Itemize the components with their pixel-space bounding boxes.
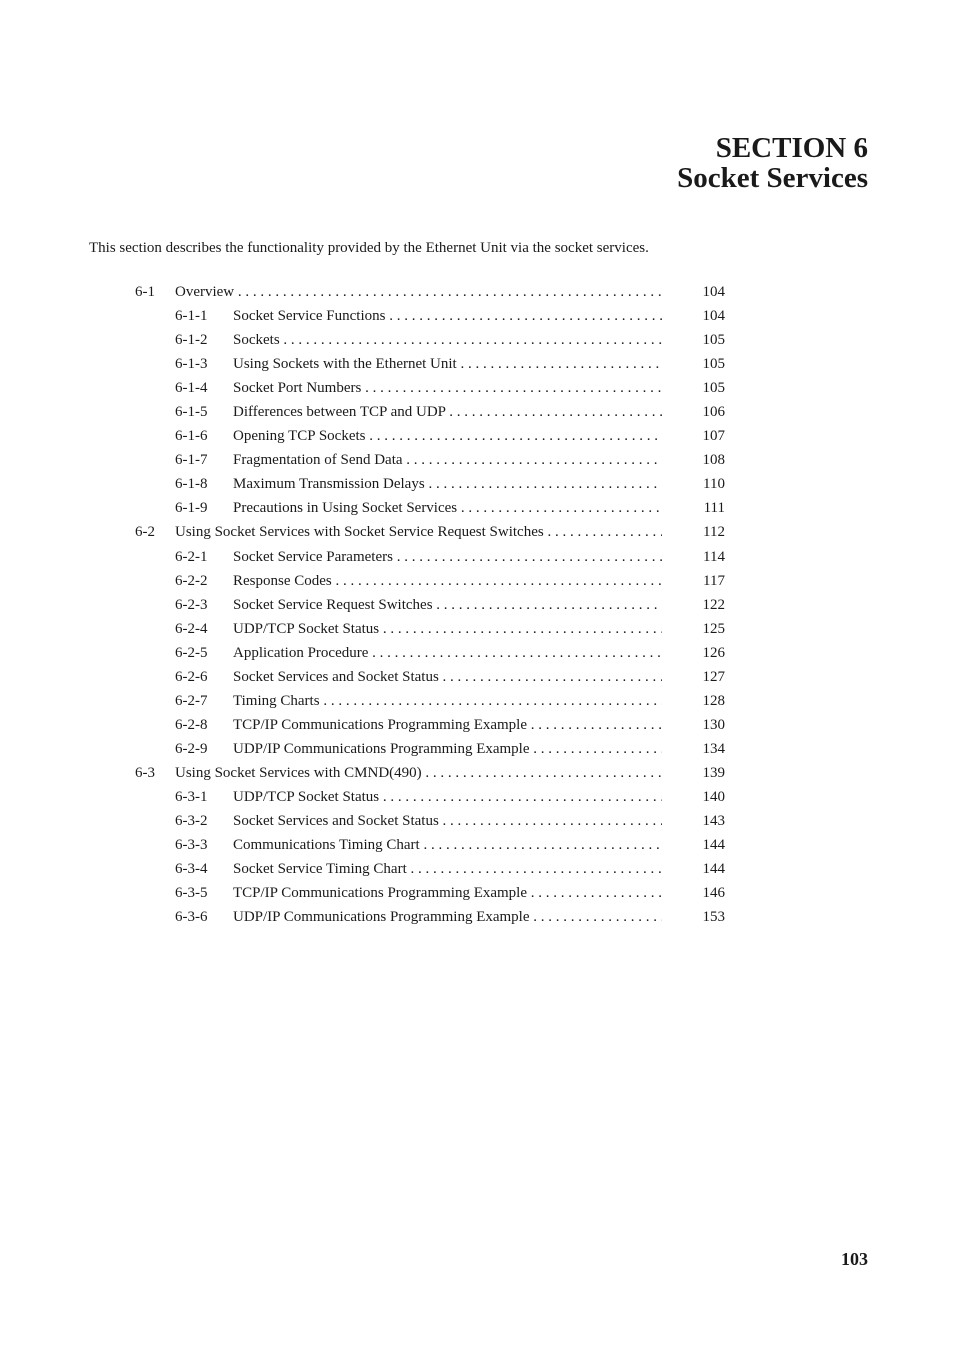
toc-entry-number: 6-1-6	[175, 428, 208, 445]
toc-entry-title: UDP/TCP Socket Status . . .	[233, 787, 662, 807]
toc-entry-title: UDP/TCP Socket Status . . .	[233, 619, 662, 639]
toc-entry-number: 6-2-6	[175, 668, 208, 685]
toc-entry-title: Using Sockets with the Ethernet Unit . . .	[233, 354, 662, 374]
toc-entry-page: 134	[702, 740, 725, 757]
toc-entry-number: 6-2-8	[175, 716, 208, 733]
table-of-contents	[135, 282, 725, 931]
toc-entry-title: Application Procedure . . .	[233, 643, 662, 663]
toc-entry-title: Socket Port Numbers . . .	[233, 378, 662, 398]
toc-entry[interactable]	[135, 715, 725, 739]
toc-entry[interactable]	[135, 402, 725, 426]
toc-entry[interactable]	[135, 426, 725, 450]
toc-entry-number: 6-1-8	[175, 476, 208, 493]
toc-entry[interactable]	[135, 354, 725, 378]
toc-entry-title: Differences between TCP and UDP . . .	[233, 402, 662, 422]
toc-entry[interactable]	[135, 595, 725, 619]
toc-entry-number: 6-1-4	[175, 380, 208, 397]
toc-entry[interactable]	[135, 522, 725, 546]
toc-entry-page: 139	[702, 764, 725, 781]
toc-entry[interactable]	[135, 691, 725, 715]
toc-entry-page: 117	[703, 572, 725, 589]
toc-entry-number: 6-2-2	[175, 572, 208, 589]
toc-entry-title: Socket Service Parameters . . .	[233, 547, 662, 567]
toc-entry-page: 105	[702, 332, 725, 349]
toc-entry-title: UDP/IP Communications Programming Example . . .	[233, 907, 662, 927]
toc-entry[interactable]	[135, 763, 725, 787]
section-number: SECTION 6	[715, 132, 868, 164]
toc-entry-number: 6-1-5	[175, 404, 208, 421]
toc-entry-title: Response Codes . . .	[233, 571, 662, 591]
toc-entry-page: 104	[702, 284, 725, 300]
toc-entry-title: Sockets . . .	[233, 330, 662, 350]
toc-entry-number: 6-1-9	[175, 500, 208, 517]
toc-entry-page: 122	[702, 596, 725, 613]
toc-entry-number: 6-3-2	[175, 813, 208, 830]
toc-entry-page: 114	[703, 548, 725, 565]
toc-entry-number: 6-3-1	[175, 788, 208, 805]
toc-entry[interactable]	[135, 787, 725, 811]
toc-entry-page: 140	[702, 788, 725, 805]
section-heading	[677, 133, 868, 193]
toc-entry[interactable]	[135, 498, 725, 522]
toc-entry-title: Maximum Transmission Delays . . .	[233, 474, 662, 494]
toc-entry-number: 6-2-4	[175, 620, 208, 637]
toc-entry-page: 143	[702, 813, 725, 830]
toc-entry-number: 6-2-5	[175, 644, 208, 661]
toc-entry-number: 6-2-3	[175, 596, 208, 613]
toc-entry-page: 128	[702, 692, 725, 709]
toc-entry-number: 6-3-3	[175, 837, 208, 854]
toc-entry-page: 125	[702, 620, 725, 637]
toc-entry-number: 6-2	[135, 524, 155, 541]
toc-entry[interactable]	[135, 835, 725, 859]
toc-entry[interactable]	[135, 306, 725, 330]
toc-entry-title: Communications Timing Chart . . .	[233, 835, 662, 855]
toc-entry-number: 6-3-5	[175, 885, 208, 902]
toc-entry[interactable]	[135, 378, 725, 402]
toc-entry-title: Using Socket Services with Socket Service Request Switches . . .	[175, 522, 662, 542]
toc-entry[interactable]	[135, 667, 725, 691]
toc-entry-title: Socket Services and Socket Status . . .	[233, 811, 662, 831]
toc-entry-number: 6-2-9	[175, 740, 208, 757]
toc-entry-page: 108	[702, 452, 725, 469]
toc-entry-title: Socket Service Functions . . .	[233, 306, 662, 326]
toc-entry-number: 6-1	[135, 284, 155, 300]
toc-entry-page: 110	[703, 476, 725, 493]
toc-entry-number: 6-3	[135, 764, 155, 781]
toc-entry-title: Fragmentation of Send Data . . .	[233, 450, 662, 470]
toc-entry-title: Timing Charts . . .	[233, 691, 662, 711]
toc-entry[interactable]	[135, 571, 725, 595]
toc-entry-number: 6-1-2	[175, 332, 208, 349]
toc-entry-page: 104	[702, 308, 725, 325]
toc-entry-page: 107	[702, 428, 725, 445]
toc-entry[interactable]	[135, 739, 725, 763]
toc-entry-title: Overview . . .	[175, 282, 662, 302]
toc-entry-number: 6-2-1	[175, 548, 208, 565]
toc-entry[interactable]	[135, 474, 725, 498]
toc-entry[interactable]	[135, 282, 725, 306]
toc-entry[interactable]	[135, 907, 725, 931]
toc-entry-number: 6-1-3	[175, 356, 208, 373]
toc-entry-page: 105	[702, 380, 725, 397]
toc-entry-title: Opening TCP Sockets . . .	[233, 426, 662, 446]
section-intro: This section describes the functionality provided by the Ethernet Unit via the socket services.	[89, 240, 649, 256]
toc-entry-title: TCP/IP Communications Programming Example . . .	[233, 715, 662, 735]
toc-entry-page: 105	[702, 356, 725, 373]
toc-entry-title: Socket Service Request Switches . . .	[233, 595, 662, 615]
section-title: Socket Services	[677, 162, 868, 194]
toc-entry-page: 144	[702, 861, 725, 878]
toc-entry-page: 146	[702, 885, 725, 902]
toc-entry-number: 6-2-7	[175, 692, 208, 709]
toc-entry-page: 130	[702, 716, 725, 733]
toc-entry[interactable]	[135, 547, 725, 571]
toc-entry-number: 6-1-1	[175, 308, 208, 325]
toc-entry[interactable]	[135, 811, 725, 835]
toc-entry-page: 127	[702, 668, 725, 685]
toc-entry-page: 144	[702, 837, 725, 854]
toc-entry-page: 106	[702, 404, 725, 421]
toc-entry[interactable]	[135, 883, 725, 907]
toc-entry-title: TCP/IP Communications Programming Example . . .	[233, 883, 662, 903]
toc-entry[interactable]	[135, 330, 725, 354]
toc-entry[interactable]	[135, 643, 725, 667]
toc-entry-title: Using Socket Services with CMND(490) . . .	[175, 763, 662, 783]
toc-entry-title: Precautions in Using Socket Services . . .	[233, 498, 662, 518]
toc-entry-page: 112	[703, 524, 725, 541]
toc-entry-number: 6-1-7	[175, 452, 208, 469]
page-number: 103	[841, 1249, 868, 1269]
toc-entry-title: Socket Services and Socket Status . . .	[233, 667, 662, 687]
toc-entry[interactable]	[135, 859, 725, 883]
toc-entry-number: 6-3-6	[175, 909, 208, 926]
toc-entry-title: UDP/IP Communications Programming Example . . .	[233, 739, 662, 759]
toc-entry-page: 153	[702, 909, 725, 926]
toc-entry-page: 126	[702, 644, 725, 661]
toc-entry-page: 111	[703, 500, 725, 517]
toc-entry[interactable]	[135, 619, 725, 643]
toc-entry-number: 6-3-4	[175, 861, 208, 878]
toc-entry-title: Socket Service Timing Chart . . .	[233, 859, 662, 879]
toc-entry[interactable]	[135, 450, 725, 474]
